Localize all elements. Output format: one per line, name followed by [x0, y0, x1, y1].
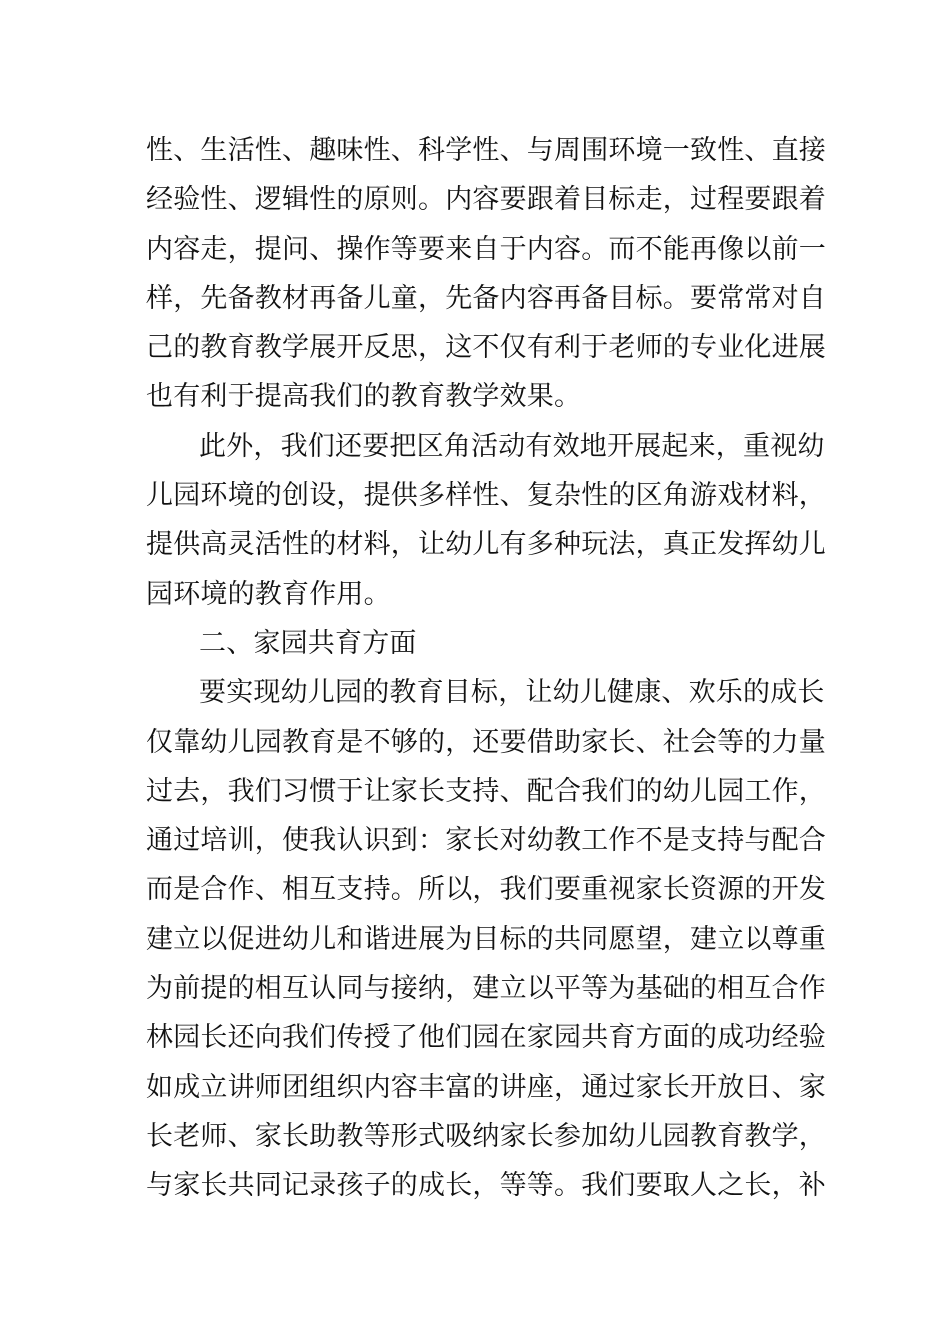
paragraph-start-line: 要实现幼儿园的教育目标，让幼儿健康、欢乐的成长 — [199, 677, 825, 709]
text-line: 如成立讲师团组织内容丰富的讲座，通过家长开放日、家 — [146, 1071, 826, 1103]
text-line: 性、生活性、趣味性、科学性、与周围环境一致性、直接 — [146, 135, 826, 166]
text-line: 样，先备教材再备儿童，先备内容再备目标。要常常对自 — [146, 282, 826, 314]
text-line: 园环境的教育作用。 — [146, 578, 391, 610]
text-line: 内容走，提问、操作等要来自于内容。而不能再像以前一 — [146, 233, 826, 265]
text-line: 经验性、逻辑性的原则。内容要跟着目标走，过程要跟着 — [146, 184, 826, 216]
text-line: 也有利于提高我们的教育教学效果。 — [146, 381, 582, 413]
section-heading: 二、家园共育方面 — [199, 627, 417, 659]
text-line: 儿园环境的创设，提供多样性、复杂性的区角游戏材料， — [146, 480, 826, 512]
text-line: 通过培训，使我认识到：家长对幼教工作不是支持与配合 — [146, 825, 826, 857]
text-line: 与家长共同记录孩子的成长，等等。我们要取人之长，补 — [146, 1170, 826, 1202]
text-line: 己的教育教学展开反思，这不仅有利于老师的专业化进展 — [146, 332, 826, 364]
text-line: 过去，我们习惯于让家长支持、配合我们的幼儿园工作， — [146, 775, 826, 807]
text-line: 提供高灵活性的材料，让幼儿有多种玩法，真正发挥幼儿 — [146, 529, 826, 561]
text-line: 长老师、家长助教等形式吸纳家长参加幼儿园教育教学， — [146, 1120, 826, 1152]
text-line: 为前提的相互认同与接纳，建立以平等为基础的相互合作 — [146, 973, 826, 1005]
body-text — [146, 126, 826, 1211]
text-line: 仅靠幼儿园教育是不够的，还要借助家长、社会等的力量 — [146, 726, 826, 758]
paragraph-start-line: 此外，我们还要把区角活动有效地开展起来，重视幼 — [199, 430, 825, 462]
text-line: 林园长还向我们传授了他们园在家园共育方面的成功经验 — [146, 1022, 826, 1054]
text-line: 建立以促进幼儿和谐进展为目标的共同愿望，建立以尊重 — [146, 923, 826, 955]
text-line: 而是合作、相互支持。所以，我们要重视家长资源的开发 — [146, 874, 826, 906]
